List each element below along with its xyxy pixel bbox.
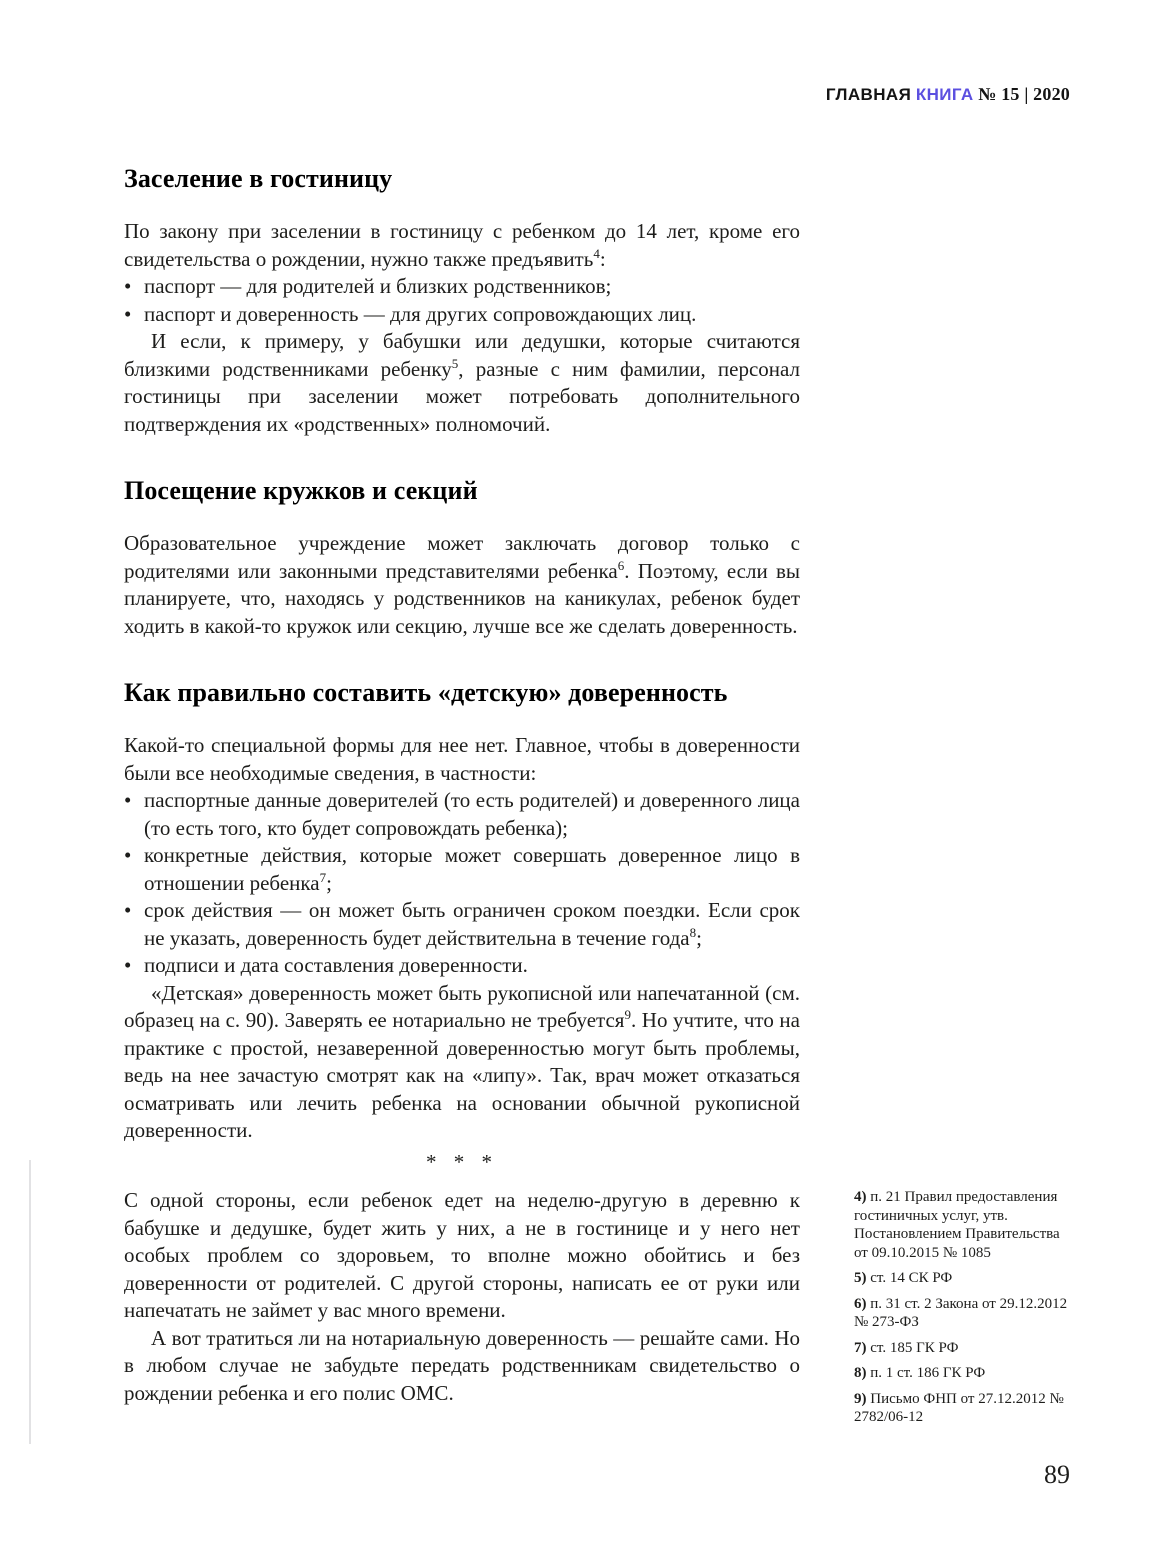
bullet-item	[124, 787, 800, 842]
text-segment: . Но учтите, что на практике с простой, незаверенной доверенностью могут быть проблемы, ведь на нее зачастую смотрят как на «липу». Так, врач может отказаться осматривать или лечить ребенка на основании обычной рукописной доверенности.	[124, 1008, 800, 1142]
asterisk-separator: * * *	[426, 1150, 498, 1174]
footnote-number: 7)	[854, 1339, 867, 1356]
footnote-text: п. 31 ст. 2 Закона от 29.12.2012 № 273-ФЗ	[854, 1295, 1068, 1330]
paragraph	[124, 328, 800, 438]
section-heading-how-to-draft: Как правильно составить «детскую» доверенность	[124, 678, 728, 707]
brand-name-primary: ГЛАВНАЯ	[825, 85, 912, 104]
page-number: 89	[1044, 1460, 1070, 1489]
paragraph	[124, 530, 800, 640]
bullet-item	[124, 301, 800, 329]
brand-name-accent: КНИГА	[915, 85, 974, 104]
bullet-item	[124, 952, 800, 980]
text-segment: паспорт — для родителей и близких родственников;	[144, 274, 612, 298]
bullet-icon: •	[124, 843, 132, 867]
text-segment: паспортные данные доверителей (то есть родителей) и доверенного лица (то есть того, кто будет сопровождать ребенка);	[144, 788, 800, 840]
text-segment: подписи и дата составления доверенности.	[144, 953, 528, 977]
footnote-ref-6: 6	[617, 557, 625, 573]
bullet-icon: •	[124, 953, 132, 977]
issue-number: № 15 | 2020	[978, 84, 1070, 104]
footnote	[854, 1390, 1076, 1427]
footnote	[854, 1339, 1076, 1358]
footnote-text: ст. 14 СК РФ	[870, 1270, 953, 1286]
section-heading-hotel-checkin: Заселение в гостиницу	[124, 164, 393, 193]
article-body	[124, 164, 800, 1145]
text-segment: ;	[696, 925, 702, 950]
footnote-text: ст. 185 ГК РФ	[870, 1339, 959, 1356]
closing-section	[124, 1150, 800, 1407]
text-segment: «Детская» доверенность может быть рукописной или напечатанной (см. образец на с. 90). Заверять ее нотариально не требуется	[124, 980, 800, 1032]
paragraph	[124, 218, 800, 273]
text-segment: По закону при заселении в гостиницу с ребенком до 14 лет, кроме его свидетельства о рождении, нужно также предъявить	[124, 219, 800, 271]
bullet-item	[124, 273, 800, 301]
masthead	[826, 84, 1070, 105]
footnote-ref-9: 9	[624, 1007, 631, 1022]
paragraph: А вот тратиться ли на нотариальную доверенность — решайте сами. Но в любом случае не забудьте передать родственникам свидетельство о рождении ребенка и его полис ОМС.	[124, 1325, 800, 1405]
footnote	[854, 1364, 1076, 1383]
footnote-ref-4: 4	[593, 245, 600, 261]
footnote	[854, 1295, 1076, 1332]
footnote-number: 6)	[854, 1295, 867, 1312]
footnote-number: 9)	[854, 1390, 867, 1407]
section-heading-clubs: Посещение кружков и секций	[124, 476, 478, 505]
text-segment: , разные с ним фамилии, персонал гостиницы при заселении может потребовать дополнительного подтверждения их «родственных» полномочий.	[124, 356, 800, 436]
text-segment: . Поэтому, если вы планируете, что, находясь у родственников на каникулах, ребенок будет ходить в какой-то кружок или секцию, лучше все же сделать доверенность.	[124, 558, 800, 638]
footnotes-sidebar	[854, 1188, 1076, 1434]
footnote-number: 8)	[854, 1365, 867, 1381]
text-segment: И если, к примеру, у бабушки или дедушки, которые считаются близкими родственниками ребенку	[124, 329, 800, 381]
bullet-icon: •	[124, 274, 132, 298]
text-segment: конкретные действия, которые может совершать доверенное лицо в отношении ребенка	[144, 843, 800, 895]
paragraph	[124, 980, 800, 1145]
text-segment: :	[599, 246, 606, 271]
footnote-text: п. 21 Правил предоставления гостиничных услуг, утв. Постановлением Правительства от 09.10.2015 № 1085	[854, 1189, 1060, 1261]
bullet-item	[124, 842, 800, 897]
footnote-ref-8: 8	[689, 924, 697, 940]
footnote-text: Письмо ФНП от 27.12.2012 № 2782/06-12	[854, 1390, 1064, 1425]
text-segment: ;	[326, 870, 332, 895]
bullet-item	[124, 897, 800, 952]
paragraph: Какой-то специальной формы для нее нет. Главное, чтобы в доверенности были все необходимые сведения, в частности:	[124, 733, 800, 785]
footnote-number: 5)	[854, 1270, 867, 1286]
footnote-ref-7: 7	[319, 869, 327, 885]
bullet-icon: •	[124, 301, 132, 326]
paragraph: С одной стороны, если ребенок едет на неделю-другую в деревню к бабушке и дедушке, будет жить у них, а не в гостинице и у него нет особых проблем со здоровьем, то вполне можно обойтись и без доверенности от родителей. С другой стороны, написать ее от руки или напечатать не займет у вас много времени.	[124, 1188, 800, 1322]
text-segment: паспорт и доверенность — для других сопровождающих лиц.	[144, 301, 697, 326]
footnote	[854, 1188, 1076, 1262]
footnote-ref-5: 5	[451, 355, 459, 371]
left-margin-rule	[29, 1160, 31, 1444]
text-segment: Образовательное учреждение может заключать договор только с родителями или законными представителями ребенка	[124, 531, 800, 583]
footnote	[854, 1269, 1076, 1288]
bullet-icon: •	[124, 788, 132, 812]
text-segment: срок действия — он может быть ограничен сроком поездки. Если срок не указать, доверенность будет действительна в течение года	[144, 898, 800, 950]
footnote-text: п. 1 ст. 186 ГК РФ	[870, 1365, 986, 1381]
footnote-number: 4)	[854, 1189, 867, 1205]
bullet-icon: •	[124, 898, 132, 922]
